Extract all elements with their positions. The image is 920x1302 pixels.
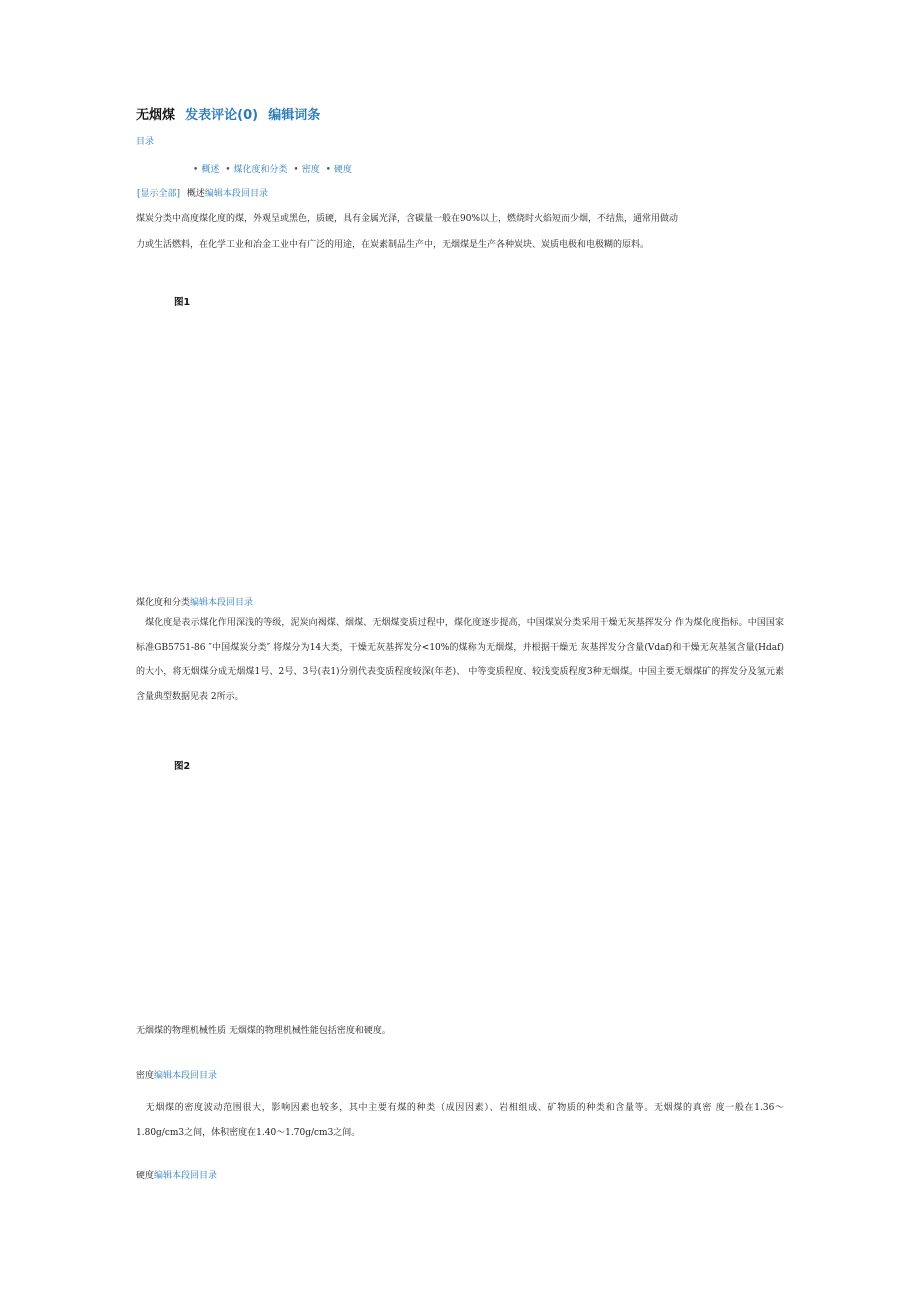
hardness-header (136, 1168, 217, 1181)
overview-edit-link[interactable]: 编辑本段 (204, 189, 241, 199)
figure-2-label: 图2 (174, 761, 191, 772)
toc-label[interactable]: 目录 (136, 137, 155, 147)
overview-header (137, 186, 268, 199)
overview-back-link[interactable]: 回目录 (240, 189, 268, 199)
show-all-link[interactable]: [显示全部] (137, 189, 181, 199)
page-header (136, 104, 320, 123)
toc-bullet: • (225, 165, 231, 175)
density-back-link[interactable]: 回目录 (190, 1071, 218, 1081)
comment-link[interactable]: 发表评论(0) (185, 108, 259, 123)
hardness-heading: 硬度 (136, 1171, 155, 1181)
density-paragraph: 无烟煤的密度波动范围很大，影响因素也较多，其中主要有煤的种类（成因因素）、岩相组成、矿物质的种类和含量等。无烟煤的真密 度一般在1.36～1.80g/cm3之间，体积密度在1.40～1.70g/cm3之间。 (136, 1103, 784, 1138)
overview-line-1: 煤炭分类中高度煤化度的煤，外观呈或黑色，质硬，具有金属光泽，含碳量一般在90%以上，燃烧时火焰短而少烟，不结焦，通常用做动 (136, 214, 679, 224)
density-header (136, 1068, 217, 1081)
toc-list (190, 162, 352, 175)
page-title: 无烟煤 (136, 108, 176, 123)
classification-header (136, 595, 253, 608)
toc-bullet: • (325, 165, 331, 175)
overview-heading: 概述 (186, 189, 205, 199)
overview-line-2: 力或生活燃料，在化学工业和冶金工业中有广泛的用途，在炭素制品生产中，无烟煤是生产各种炭块、炭质电极和电极糊的原料。 (136, 240, 650, 250)
toc-item-classification[interactable]: 煤化度和分类 (233, 165, 288, 175)
density-edit-link[interactable]: 编辑本段 (154, 1071, 191, 1081)
classification-paragraph: 煤化度是表示煤化作用深浅的等级，泥炭向褐煤、烟煤、无烟煤变质过程中，煤化度逐步提高，中国煤炭分类采用干燥无灰基挥发分 作为煤化度指标。中国国家标准GB5751-86 ″中国煤炭分类″ 将煤分为14大类，干燥无灰基挥发分<10%的煤称为无烟煤，并根据干燥无 灰基挥发分含量(Vdaf)和干燥无灰基氢含量(Hdaf)的大小，将无烟煤分成无烟煤1号、2号、3号(表1)分别代表变质程度较深(年老)、 中等变质程度、较浅变质程度3种无烟煤。中国主要无烟煤矿的挥发分及氢元素含量典型数据见表 2所示。 (136, 618, 784, 702)
classification-heading: 煤化度和分类 (136, 598, 191, 608)
figure-1-label: 图1 (174, 297, 191, 308)
classification-back-link[interactable]: 回目录 (226, 598, 254, 608)
toc-item-overview[interactable]: 概述 (201, 165, 220, 175)
hardness-edit-link[interactable]: 编辑本段 (154, 1171, 191, 1181)
density-heading: 密度 (136, 1071, 155, 1081)
mechanical-properties-text: 无烟煤的物理机械性质 无烟煤的物理机械性能包括密度和硬度。 (136, 1026, 391, 1036)
toc-item-density[interactable]: 密度 (301, 165, 320, 175)
toc-bullet: • (293, 165, 299, 175)
edit-entry-link[interactable]: 编辑词条 (268, 108, 321, 123)
classification-edit-link[interactable]: 编辑本段 (190, 598, 227, 608)
toc-item-hardness[interactable]: 硬度 (333, 165, 352, 175)
hardness-back-link[interactable]: 回目录 (190, 1171, 218, 1181)
toc-bullet: • (193, 165, 199, 175)
